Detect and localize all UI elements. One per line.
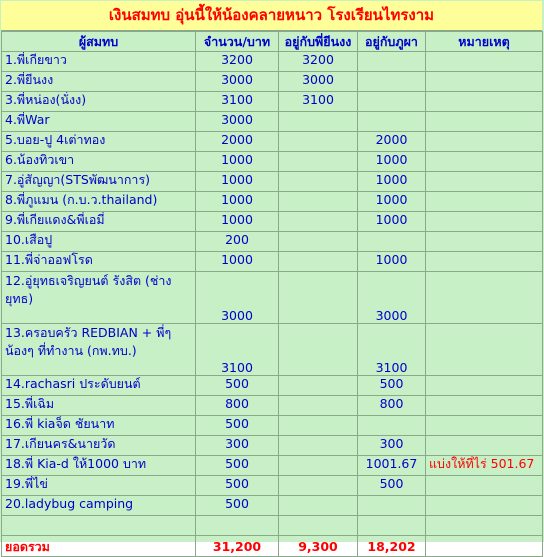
amount-cell: 2000 <box>196 132 279 152</box>
table-row <box>2 516 543 536</box>
note-cell <box>426 212 543 232</box>
contributor-cell: 17.เกียนคร&นายวัด <box>2 436 196 456</box>
with-phupha-cell: 1000 <box>358 252 426 272</box>
with-gene-cell: 3200 <box>279 52 358 72</box>
total-row <box>2 536 543 557</box>
header-with-gene: อยู่กับพี่ยีนงง <box>279 32 358 52</box>
amount-cell: 3100 <box>196 92 279 112</box>
table-row <box>2 212 543 232</box>
contributor-cell: 9.พี่เกียแดง&พี่เอมี่ <box>2 212 196 232</box>
amount-cell: 300 <box>196 436 279 456</box>
table-row <box>2 476 543 496</box>
with-gene-cell <box>279 324 358 376</box>
amount-cell: 1000 <box>196 192 279 212</box>
amount-cell: 500 <box>196 376 279 396</box>
note-cell <box>426 496 543 516</box>
amount-cell: 3100 <box>196 324 279 376</box>
contributor-cell: 2.พี่ยีนงง <box>2 72 196 92</box>
note-cell <box>426 92 543 112</box>
contributor-cell: 15.พี่เฉิม <box>2 396 196 416</box>
with-phupha-cell <box>358 516 426 536</box>
with-gene-cell <box>279 496 358 516</box>
contributor-cell: 14.rachasri ประดับยนต์ <box>2 376 196 396</box>
with-phupha-cell: 500 <box>358 476 426 496</box>
with-gene-cell <box>279 132 358 152</box>
contributor-cell: 8.พี่ภูแมน (ก.บ.ว.thailand) <box>2 192 196 212</box>
amount-cell <box>196 516 279 536</box>
contributor-cell: 1.พี่เกียขาว <box>2 52 196 72</box>
contributor-cell: 12.อู่ยุทธเจริญยนต์ รังสิต (ช่างยุทธ) <box>2 272 196 324</box>
note-cell <box>426 416 543 436</box>
amount-cell: 500 <box>196 456 279 476</box>
note-cell <box>426 476 543 496</box>
note-cell <box>426 436 543 456</box>
contributor-cell <box>2 516 196 536</box>
total-with-gene: 9,300 <box>279 536 358 557</box>
with-phupha-cell: 1000 <box>358 212 426 232</box>
with-gene-cell <box>279 112 358 132</box>
table-row <box>2 232 543 252</box>
with-gene-cell <box>279 516 358 536</box>
with-phupha-cell <box>358 92 426 112</box>
note-cell <box>426 112 543 132</box>
amount-cell: 200 <box>196 232 279 252</box>
note-cell <box>426 516 543 536</box>
amount-cell: 500 <box>196 496 279 516</box>
contributor-cell: 16.พี่ kiaจ็ด ชัยนาท <box>2 416 196 436</box>
with-phupha-cell: 300 <box>358 436 426 456</box>
note-cell <box>426 192 543 212</box>
header-with-phupha: อยู่กับภูผา <box>358 32 426 52</box>
with-gene-cell <box>279 416 358 436</box>
with-phupha-cell: 1001.67 <box>358 456 426 476</box>
contributor-cell: 19.พี่ไข่ <box>2 476 196 496</box>
contributor-cell: 10.เสือปู <box>2 232 196 252</box>
table-row <box>2 436 543 456</box>
with-phupha-cell: 1000 <box>358 152 426 172</box>
contributor-cell: 11.พี่จ่าออฟโรด <box>2 252 196 272</box>
table-row <box>2 52 543 72</box>
table-row <box>2 416 543 436</box>
header-amount: จำนวน/บาท <box>196 32 279 52</box>
table-row <box>2 456 543 476</box>
with-phupha-cell: 500 <box>358 376 426 396</box>
contributor-cell: 5.บอย-ปู 4เต่าทอง <box>2 132 196 152</box>
amount-cell: 1000 <box>196 212 279 232</box>
with-gene-cell <box>279 212 358 232</box>
header-note: หมายเหตุ <box>426 32 543 52</box>
table-row <box>2 92 543 112</box>
total-with-phupha: 18,202 <box>358 536 426 557</box>
with-phupha-cell <box>358 496 426 516</box>
with-gene-cell: 3000 <box>279 72 358 92</box>
with-gene-cell <box>279 476 358 496</box>
header-row <box>2 32 543 52</box>
note-cell <box>426 252 543 272</box>
table-row <box>2 192 543 212</box>
with-gene-cell <box>279 232 358 252</box>
amount-cell: 1000 <box>196 172 279 192</box>
with-phupha-cell: 1000 <box>358 172 426 192</box>
note-cell <box>426 324 543 376</box>
with-phupha-cell <box>358 416 426 436</box>
with-gene-cell <box>279 172 358 192</box>
amount-cell: 800 <box>196 396 279 416</box>
with-gene-cell: 3100 <box>279 92 358 112</box>
with-gene-cell <box>279 192 358 212</box>
contributor-cell: 18.พี่ Kia-d ให้1000 บาท <box>2 456 196 476</box>
with-phupha-cell <box>358 232 426 252</box>
note-cell <box>426 272 543 324</box>
note-cell <box>426 72 543 92</box>
with-gene-cell <box>279 376 358 396</box>
contributor-cell: 6.น้องทิวเขา <box>2 152 196 172</box>
with-phupha-cell <box>358 72 426 92</box>
header-contributor: ผู้สมทบ <box>2 32 196 52</box>
table-row <box>2 396 543 416</box>
total-amount: 31,200 <box>196 536 279 557</box>
with-phupha-cell: 800 <box>358 396 426 416</box>
table-row <box>2 252 543 272</box>
note-cell <box>426 376 543 396</box>
contributor-cell: 4.พี่War <box>2 112 196 132</box>
note-cell <box>426 232 543 252</box>
with-gene-cell <box>279 152 358 172</box>
total-label: ยอดรวม <box>2 536 196 557</box>
amount-cell: 1000 <box>196 252 279 272</box>
with-phupha-cell: 2000 <box>358 132 426 152</box>
with-gene-cell <box>279 396 358 416</box>
sheet-title: เงินสมทบ อุ่นนี้ให้น้องคลายหนาว โรงเรียนไทรงาม <box>1 1 542 31</box>
contributor-cell: 13.ครอบครัว REDBIAN + พี่ๆ น้องๆ ที่ทำงาน (กพ.ทบ.) <box>2 324 196 376</box>
with-phupha-cell: 3000 <box>358 272 426 324</box>
with-phupha-cell <box>358 52 426 72</box>
note-cell <box>426 132 543 152</box>
note-cell <box>426 52 543 72</box>
table-row <box>2 172 543 192</box>
amount-cell: 3000 <box>196 272 279 324</box>
amount-cell: 3200 <box>196 52 279 72</box>
amount-cell: 3000 <box>196 72 279 92</box>
note-cell <box>426 172 543 192</box>
table-row <box>2 496 543 516</box>
table-row <box>2 72 543 92</box>
contributor-cell: 3.พี่หน่อง(นั่งง) <box>2 92 196 112</box>
table-row <box>2 152 543 172</box>
with-gene-cell <box>279 436 358 456</box>
table-row <box>2 272 543 324</box>
with-gene-cell <box>279 456 358 476</box>
contributions-table <box>1 31 543 557</box>
with-gene-cell <box>279 252 358 272</box>
with-phupha-cell: 1000 <box>358 192 426 212</box>
table-row <box>2 112 543 132</box>
amount-cell: 500 <box>196 476 279 496</box>
contributor-cell: 7.อู่สัญญา(STSพัฒนาการ) <box>2 172 196 192</box>
with-gene-cell <box>279 272 358 324</box>
amount-cell: 3000 <box>196 112 279 132</box>
with-phupha-cell <box>358 112 426 132</box>
contributor-cell: 20.ladybug camping <box>2 496 196 516</box>
note-cell: แบ่งให้ที่ไร่ 501.67 <box>426 456 543 476</box>
total-note <box>426 536 543 557</box>
table-row <box>2 132 543 152</box>
table-row <box>2 376 543 396</box>
amount-cell: 500 <box>196 416 279 436</box>
amount-cell: 1000 <box>196 152 279 172</box>
note-cell <box>426 396 543 416</box>
with-phupha-cell: 3100 <box>358 324 426 376</box>
note-cell <box>426 152 543 172</box>
table-row <box>2 324 543 376</box>
